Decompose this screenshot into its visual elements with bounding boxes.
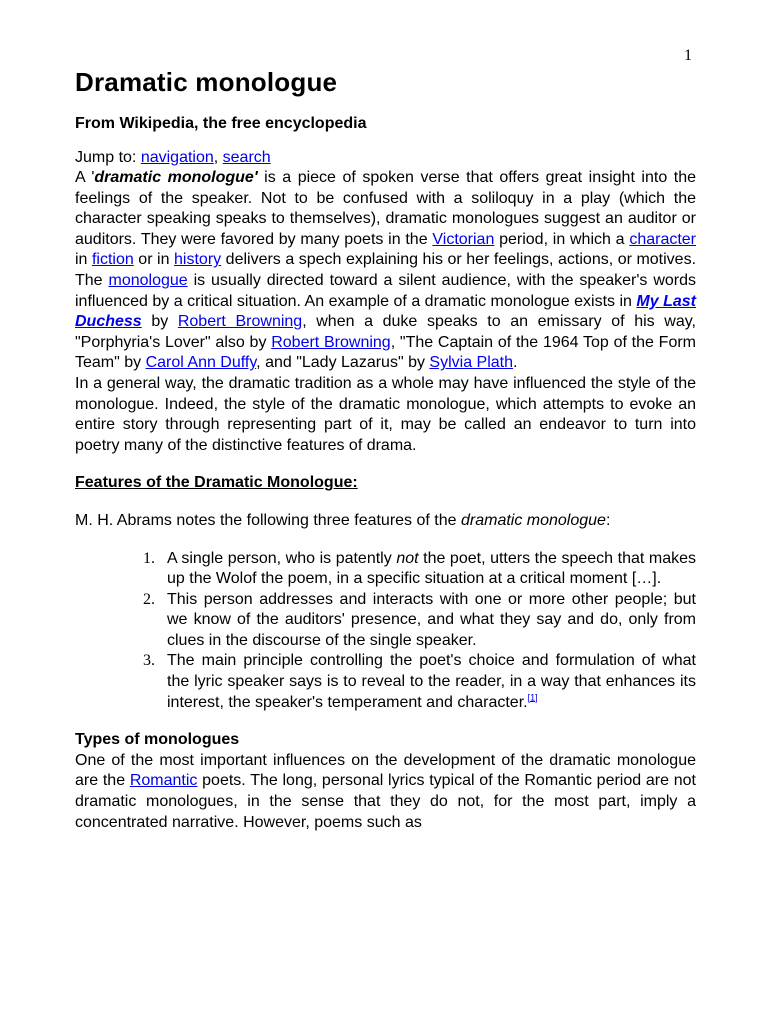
term-italic: dramatic monologue xyxy=(460,511,606,529)
carol-ann-duffy-link[interactable]: Carol Ann Duffy xyxy=(145,354,257,372)
text-run: The main principle controlling the poet's choice and formulation of what the lyric speaker says is to reveal to the reader, in a way that enhances its interest, the speaker's temperament and character. xyxy=(167,652,696,711)
text-run: by xyxy=(141,313,178,331)
influences-paragraph xyxy=(75,751,696,833)
emphasis-not: not xyxy=(396,549,419,567)
victorian-link[interactable]: Victorian xyxy=(432,230,495,248)
jump-to-line xyxy=(75,148,696,168)
robert-browning-link-2[interactable]: Robert Browning xyxy=(271,333,391,351)
text-run: A ' xyxy=(75,169,95,186)
text-run: , and "Lady Lazarus" by xyxy=(256,354,430,372)
text-run: A single person, who is patently xyxy=(167,549,397,567)
text-run: in xyxy=(75,251,92,269)
text-run: is usually directed toward a silent audience, with the speaker's words influenced by a critical situation. An example of a dramatic monologue exists in xyxy=(75,271,696,310)
features-list xyxy=(75,549,696,714)
text-run: , when a duke speaks to an emissary of his way, "Porphyria's Lover" also by xyxy=(75,313,696,351)
monologue-link[interactable]: monologue xyxy=(108,271,188,289)
text-run: This person addresses and interacts with one or more other people; but we know of the auditors' presence, and what they say and do, only from clues in the discourse of the single speaker. xyxy=(167,590,696,649)
features-heading: Features of the Dramatic Monologue: xyxy=(75,474,358,492)
text-run: delivers a spech explaining his or her feelings, actions, or motives. The xyxy=(75,251,697,289)
character-link[interactable]: character xyxy=(629,230,697,248)
list-item xyxy=(143,549,697,590)
text-run: period, in which a xyxy=(494,230,630,248)
reference-link-1[interactable]: [1] xyxy=(527,692,538,703)
article-title: Dramatic monologue xyxy=(75,67,338,97)
text-run: is a piece of spoken verse that offers great insight into the feelings of the speaker. Not to be confused with a soliloquy in a play (which the character speaking speaks to themselves), dramatic monologues suggest an auditor or auditors. They were favored by many poets in the xyxy=(75,169,697,248)
my-last-duchess-text: My Last Duchess xyxy=(75,292,696,331)
navigation-link[interactable]: navigation xyxy=(140,149,214,166)
list-number: 2. xyxy=(143,590,155,608)
abrams-paragraph xyxy=(75,511,696,532)
types-heading: Types of monologues xyxy=(75,731,240,749)
text-run: : xyxy=(605,511,611,529)
list-number: 1. xyxy=(143,549,155,567)
sylvia-plath-link[interactable]: Sylvia Plath xyxy=(429,354,514,372)
list-number: 3. xyxy=(143,652,155,670)
tradition-paragraph: In a general way, the dramatic tradition as a whole may have influenced the style of the monologue. Indeed, the style of the dramatic monologue, which attempts to evoke an entire story through representing part of it, may be called an endeavor to turn into poetry many of the distinctive features of drama. xyxy=(75,374,696,454)
jump-separator: , xyxy=(213,149,223,166)
text-run: M. H. Abrams notes the following three features of the xyxy=(75,511,461,529)
text-run: One of the most important influences on the development of the dramatic monologue are the xyxy=(75,751,696,790)
page-number: 1 xyxy=(684,47,692,64)
history-link[interactable]: history xyxy=(174,251,222,269)
list-item xyxy=(143,590,696,652)
romantic-link[interactable]: Romantic xyxy=(129,772,198,790)
text-run: , "The Captain of the 1964 Top of the Form Team" by xyxy=(75,333,697,372)
fiction-link[interactable]: fiction xyxy=(91,251,134,269)
intro-paragraph xyxy=(75,168,696,374)
jump-to-label: Jump to: xyxy=(75,149,141,166)
text-run: the poet, utters the speech that makes up the Wolof the poem, in a specific situation at a critical moment […]. xyxy=(167,549,697,588)
article-subtitle: From Wikipedia, the free encyclopedia xyxy=(75,115,367,132)
text-run: . xyxy=(513,354,518,372)
list-item xyxy=(143,651,696,713)
term-dramatic-monologue: dramatic monologue' xyxy=(94,169,258,186)
text-run: poets. The long, personal lyrics typical of the Romantic period are not dramatic monologues, in the sense that they do not, for the most part, imply a concentrated narrative. However, poems such as xyxy=(75,772,696,831)
search-link[interactable]: search xyxy=(222,149,271,166)
text-run: or in xyxy=(133,251,175,269)
robert-browning-link[interactable]: Robert Browning xyxy=(177,313,303,331)
article-content xyxy=(75,64,696,833)
